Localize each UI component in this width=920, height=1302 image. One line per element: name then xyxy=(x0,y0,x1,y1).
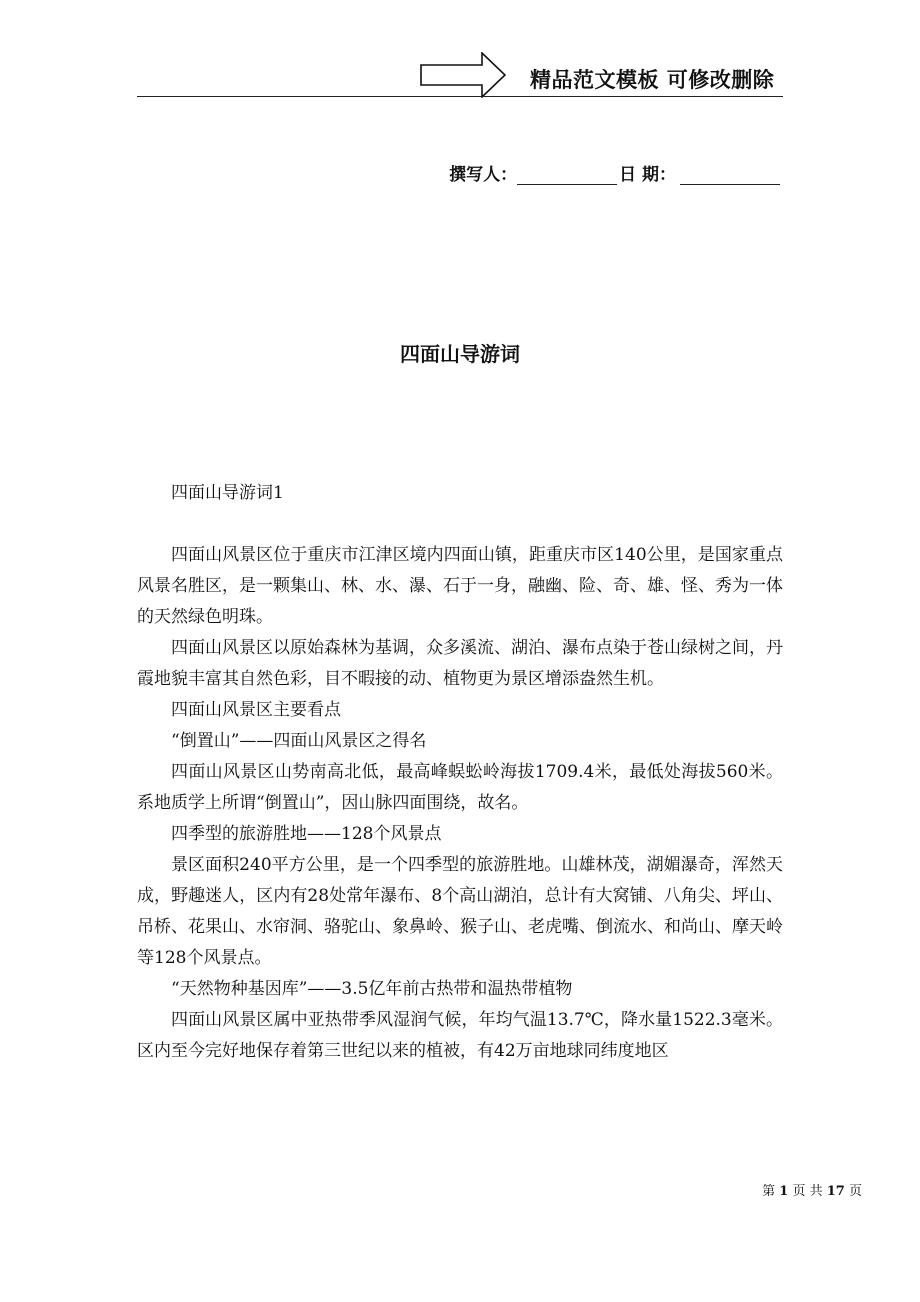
paragraph: 景区面积240平方公里，是一个四季型的旅游胜地。山雄林茂，湖媚瀑奇，浑然天成，野趣迷人，区内有28处常年瀑布、8个高山湖泊，总计有大窝铺、八角尖、坪山、吊桥、花果山、水帘洞、骆驼山、象鼻岭、猴子山、老虎嘴、倒流水、和尚山、摩天岭等128个风景点。 xyxy=(137,855,783,968)
paragraph: 四面山风景区以原始森林为基调，众多溪流、湖泊、瀑布点染于苍山绿树之间，丹霞地貌丰富其自然色彩，目不暇接的动、植物更为景区增添盎然生机。 xyxy=(137,638,783,689)
page-suffix: 页 xyxy=(848,1184,862,1199)
page-middle: 页 共 xyxy=(792,1184,823,1199)
page-number xyxy=(762,1180,862,1199)
paragraph: “天然物种基因库”——3.5亿年前古热带和温热带植物 xyxy=(171,979,573,999)
author-blank xyxy=(517,166,617,185)
paragraph: 四季型的旅游胜地——128个风景点 xyxy=(171,824,442,844)
page-prefix: 第 xyxy=(762,1184,776,1199)
document-title: 四面山导游词 xyxy=(400,342,520,366)
author-date-line xyxy=(449,160,782,185)
paragraph: 四面山风景区山势南高北低，最高峰蜈蚣岭海拔1709.4米，最低处海拔560米。系地质学上所谓“倒置山”，因山脉四面围绕，故名。 xyxy=(137,762,783,813)
paragraph: 四面山风景区主要看点 xyxy=(171,700,341,720)
arrow-icon xyxy=(420,52,506,98)
paragraph: 四面山风景区属中亚热带季风湿润气候，年均气温13.7℃，降水量1522.3毫米。区内至今完好地保存着第三世纪以来的植被，有42万亩地球同纬度地区 xyxy=(137,1010,783,1061)
document-body xyxy=(137,478,783,1067)
current-page: 1 xyxy=(779,1184,789,1199)
total-pages: 17 xyxy=(826,1184,845,1199)
paragraph: 四面山风景区位于重庆市江津区境内四面山镇，距重庆市区140公里，是国家重点风景名胜区，是一颗集山、林、水、瀑、石于一身，融幽、险、奇、雄、怪、秀为一体的天然绿色明珠。 xyxy=(137,545,783,627)
date-blank xyxy=(680,166,780,185)
author-label: 撰写人： xyxy=(449,165,518,185)
paragraph: “倒置山”——四面山风景区之得名 xyxy=(171,731,427,751)
header-divider xyxy=(137,96,783,97)
date-label: 日 期： xyxy=(619,165,676,185)
header-banner: 精品范文模板 可修改删除 xyxy=(530,68,775,92)
section-title: 四面山导游词1 xyxy=(171,483,284,503)
